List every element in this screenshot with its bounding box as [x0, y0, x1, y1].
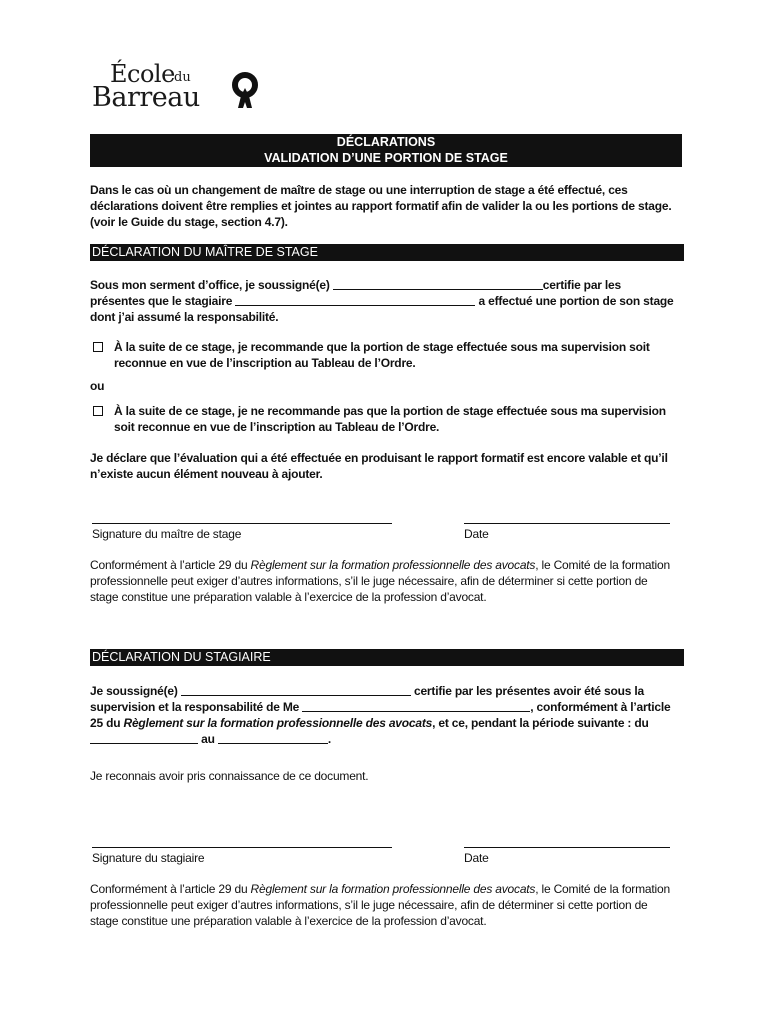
logo-emblem-icon: [230, 72, 260, 112]
maitre-attestation: Sous mon serment d’office, je soussigné(e) certifie par les présentes que le stagiaire a effectué une portion de son stage dont j’ai assumé la responsabilité.: [90, 278, 674, 324]
stagiaire-regulation-note: Conformément à l’article 29 du Règlement sur la formation professionnelle des avocats, le Comité de la formation professionnelle peut exiger d’autres informations, s’il le juge nécessaire, afin de déterminer si cette portion de stage constitue une préparation valable à l’exercice de la profession d’avocat.: [90, 882, 670, 928]
maitre-signature-line[interactable]: [92, 523, 392, 524]
maitre-declaration: Je déclare que l’évaluation qui a été effectuée en produisant le rapport formatif est encore valable et qu’il n’existe aucun élément nouveau à ajouter.: [90, 451, 668, 481]
maitre-date-line[interactable]: [464, 523, 670, 524]
option-recommande: À la suite de ce stage, je recommande que la portion de stage effectuée sous ma supervision soit reconnue en vue de l’inscription au Tableau de l’Ordre.: [90, 339, 690, 371]
logo-word-du: du: [174, 70, 191, 85]
stagiaire-acknowledgement: Je reconnais avoir pris connaissance de ce document.: [90, 769, 369, 783]
option-ne-recommande-pas-checkbox[interactable]: [93, 406, 103, 416]
stagiaire-name-field[interactable]: [235, 295, 475, 306]
logo: [92, 60, 272, 116]
section-heading-maitre: DÉCLARATION DU MAÎTRE DE STAGE: [90, 244, 684, 261]
or-label: ou: [90, 379, 105, 393]
logo-word-ecole: École: [110, 60, 175, 88]
maitre-regulation-note: Conformément à l’article 29 du Règlement sur la formation professionnelle des avocats, le Comité de la formation professionnelle peut exiger d’autres informations, s’il le juge nécessaire, afin de déterminer si cette portion de stage constitue une préparation valable à l’exercice de la profession d’avocat.: [90, 558, 670, 604]
period-end-field[interactable]: [218, 733, 328, 744]
stagiaire-date-label: Date: [464, 851, 489, 865]
document-title-bar: [90, 134, 682, 167]
document-title: DÉCLARATIONS: [336, 135, 436, 149]
supervisor-name-field[interactable]: [302, 701, 530, 712]
maitre-name-field[interactable]: [333, 279, 543, 290]
intro-paragraph: Dans le cas où un changement de maître de stage ou une interruption de stage a été effectué, ces déclarations doivent être remplies et jointes au rapport formatif afin de valider la ou les portions de stage. (voir le Guide du stage, section 4.7).: [90, 183, 672, 229]
stagiaire-signature-label: Signature du stagiaire: [92, 851, 205, 865]
stagiaire-date-line[interactable]: [464, 847, 670, 848]
stagiaire-signature-line[interactable]: [92, 847, 392, 848]
period-start-field[interactable]: [90, 733, 198, 744]
stagiaire-attestation: Je soussigné(e) certifie par les présentes avoir été sous la supervision et la responsabilité de Me , conformément à l’article 25 du Règlement sur la formation professionnelle des avocats, et ce, pendant la période suivante : du au .: [90, 684, 671, 746]
document-subtitle: VALIDATION D’UNE PORTION DE STAGE: [264, 151, 508, 165]
maitre-date-label: Date: [464, 527, 489, 541]
stagiaire-self-name-field[interactable]: [181, 685, 411, 696]
logo-word-barreau: Barreau: [92, 82, 200, 113]
section-heading-stagiaire: DÉCLARATION DU STAGIAIRE: [90, 649, 684, 666]
option-ne-recommande-pas: À la suite de ce stage, je ne recommande pas que la portion de stage effectuée sous ma supervision soit reconnue en vue de l’inscription au Tableau de l’Ordre.: [90, 403, 690, 435]
maitre-signature-label: Signature du maître de stage: [92, 527, 242, 541]
option-recommande-checkbox[interactable]: [93, 342, 103, 352]
